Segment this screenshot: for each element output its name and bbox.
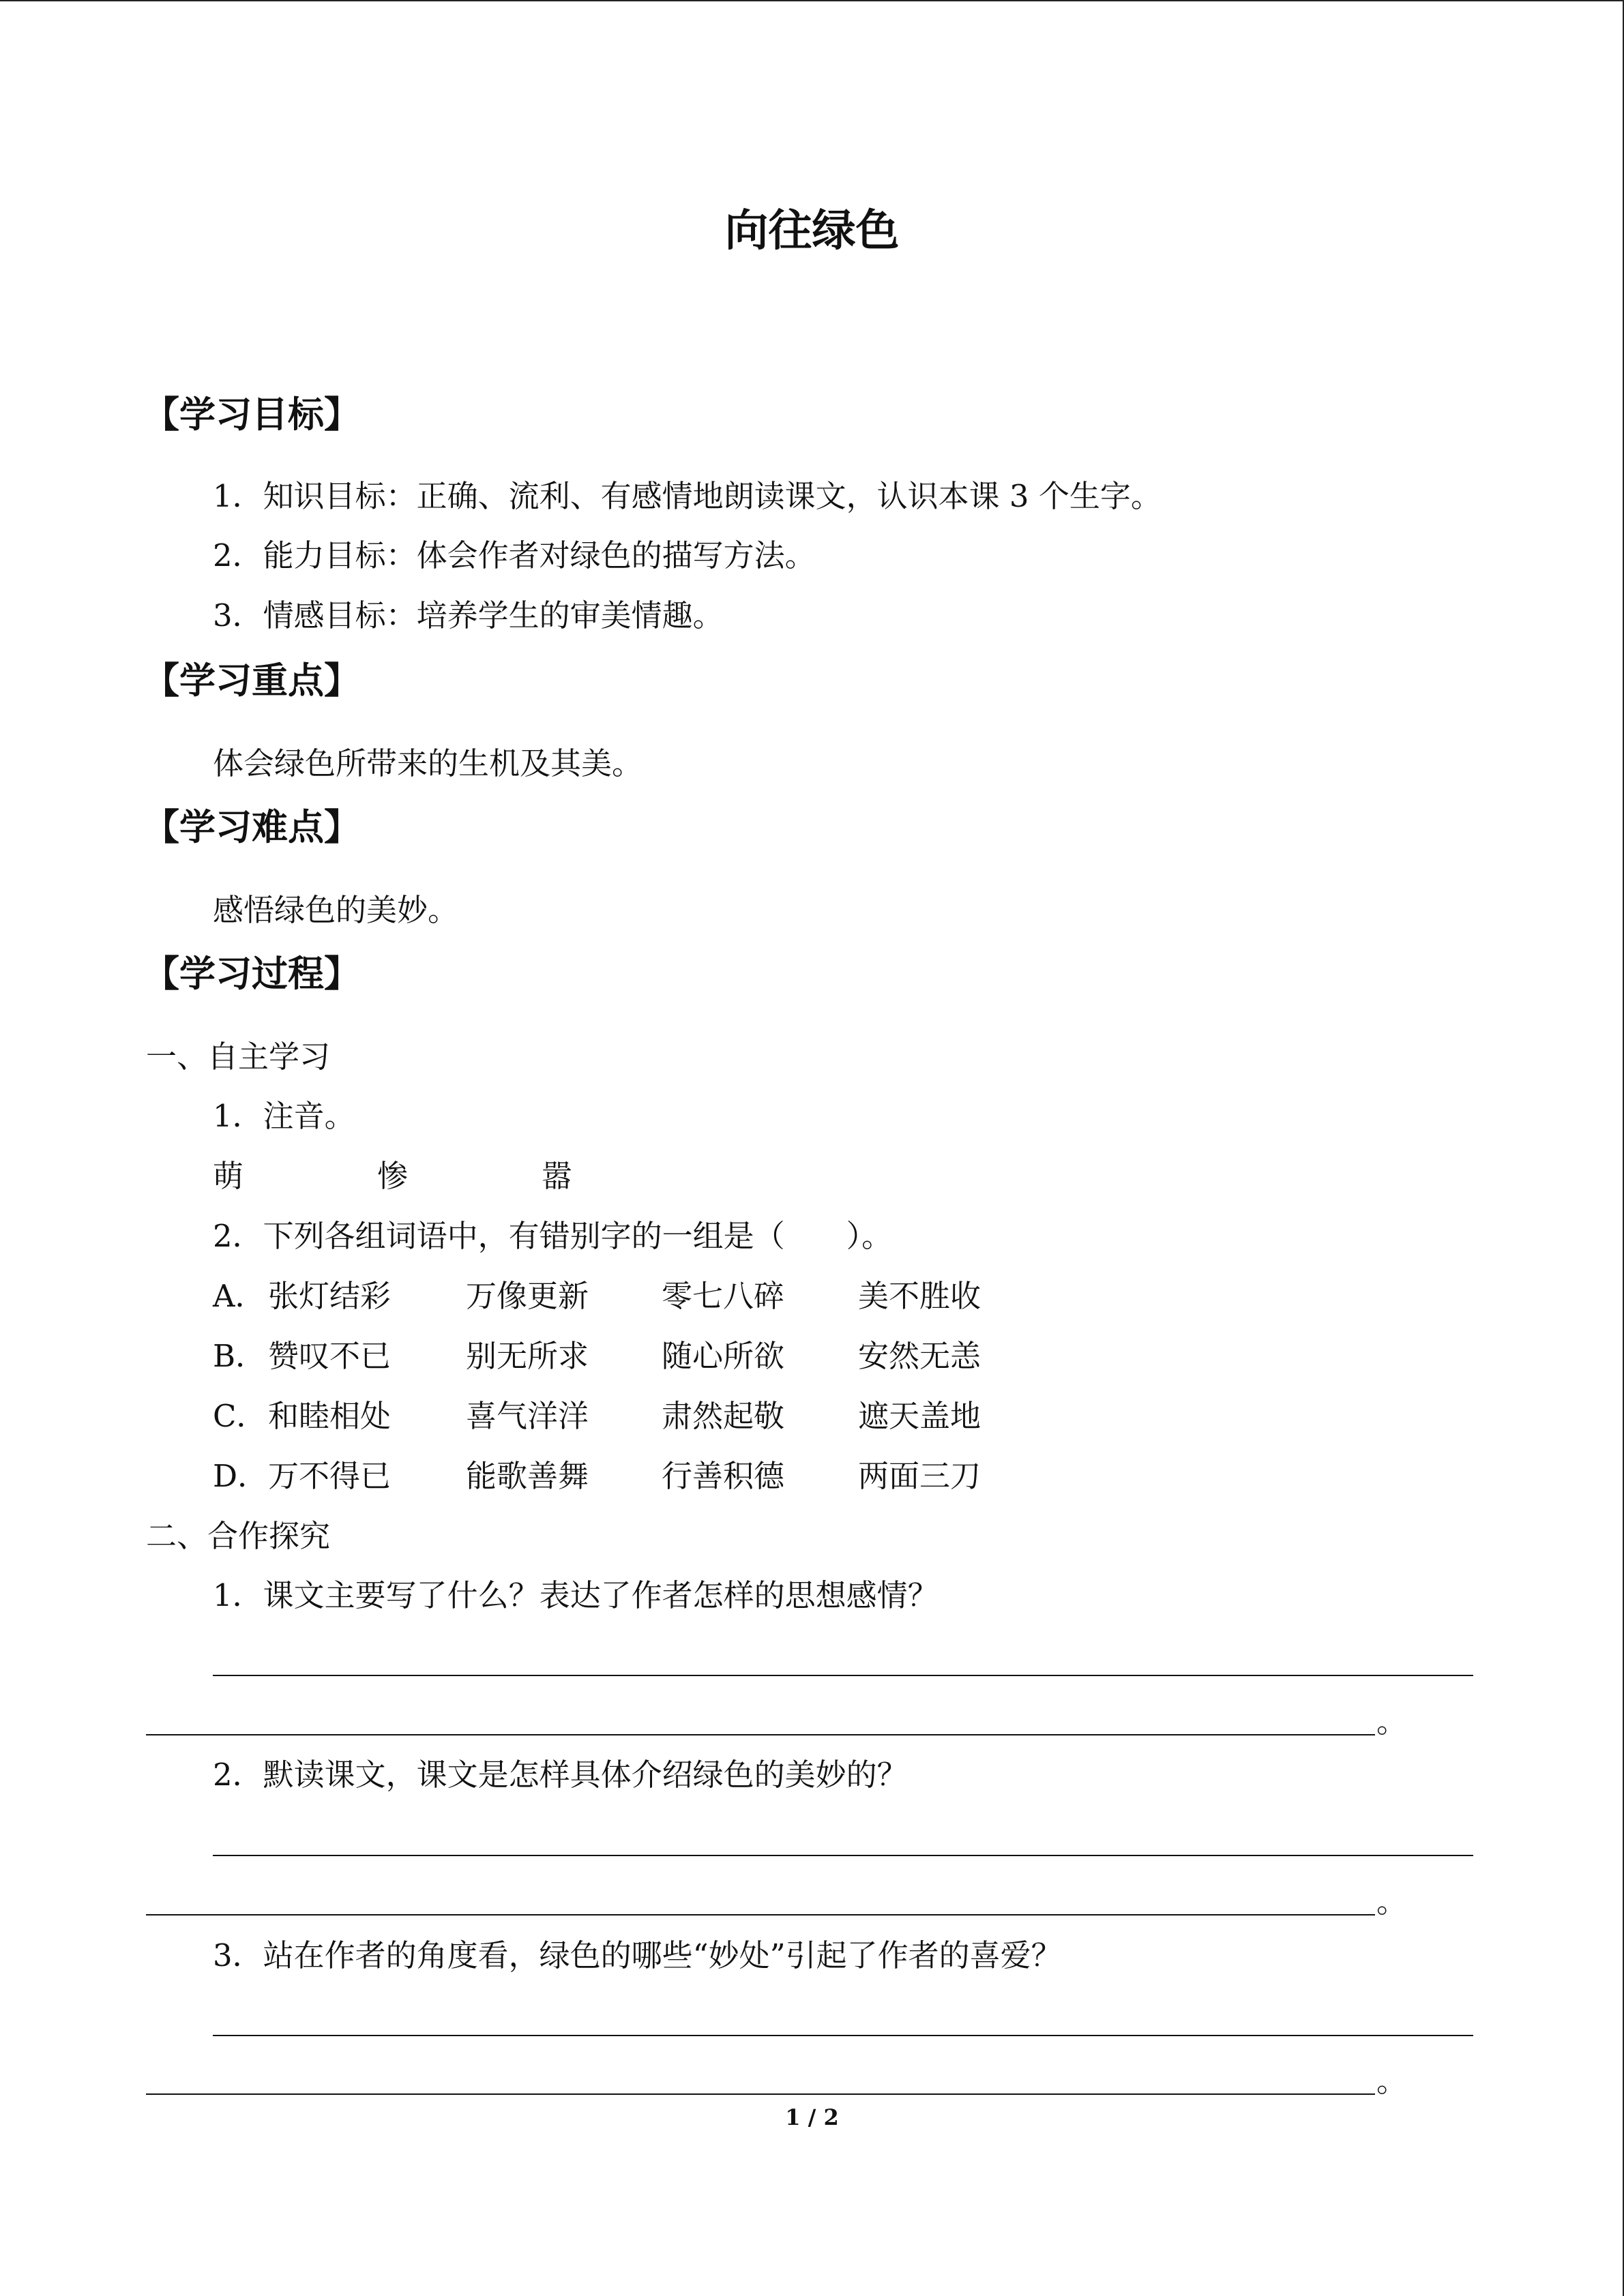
page-number: 1 / 2 (785, 2104, 839, 2130)
answer-line[interactable] (146, 1734, 1375, 1735)
option-label: A． (213, 1278, 266, 1314)
option-word: 肃然起敬 (662, 1398, 785, 1434)
document-title: 向往绿色 (724, 206, 900, 256)
option-word: 遮天盖地 (858, 1398, 981, 1434)
answer-end-mark: 。 (1376, 1883, 1408, 1920)
objectives-heading: 【学习目标】 (143, 394, 360, 436)
answer-end-mark: 。 (1376, 2063, 1408, 2099)
process-heading: 【学习过程】 (143, 953, 360, 995)
answer-line[interactable] (213, 1855, 1473, 1856)
objective-item: 3．情感目标：培养学生的审美情趣。 (213, 597, 724, 633)
answer-end-mark: 。 (1376, 1703, 1408, 1740)
question-wonders: 3．站在作者的角度看，绿色的哪些“妙处”引起了作者的喜爱？ (213, 1937, 1062, 1973)
option-word: 零七八碎 (662, 1278, 785, 1314)
option-word: 和睦相处 (268, 1398, 392, 1434)
pinyin-char: 萌 (213, 1158, 244, 1194)
option-word: 喜气洋洋 (466, 1398, 589, 1434)
part1-heading: 一、自主学习 (146, 1039, 331, 1075)
option-word: 行善积德 (662, 1458, 785, 1494)
option-label: B． (213, 1338, 267, 1374)
answer-line[interactable] (146, 2093, 1375, 2095)
difficulty-heading: 【学习难点】 (143, 807, 360, 848)
question-pinyin: 1．注音。 (213, 1098, 355, 1134)
objective-item: 1．知识目标：正确、流利、有感情地朗读课文，认识本课 3 个生字。 (213, 478, 1162, 514)
option-word: 随心所欲 (662, 1338, 785, 1374)
option-label: D． (213, 1458, 269, 1494)
difficulty-text: 感悟绿色的美妙。 (213, 892, 459, 928)
answer-line[interactable] (213, 1675, 1473, 1676)
question-typo: 2．下列各组词语中，有错别字的一组是（ ）。 (213, 1218, 893, 1254)
key-points-text: 体会绿色所带来的生机及其美。 (213, 745, 643, 781)
option-word: 张灯结彩 (268, 1278, 392, 1314)
objective-item: 2．能力目标：体会作者对绿色的描写方法。 (213, 537, 816, 573)
key-points-heading: 【学习重点】 (143, 660, 360, 702)
option-word: 万像更新 (466, 1278, 589, 1314)
pinyin-char: 惨 (377, 1158, 409, 1194)
option-word: 美不胜收 (858, 1278, 981, 1314)
option-word: 安然无恙 (858, 1338, 981, 1374)
option-word: 两面三刀 (858, 1458, 981, 1494)
option-word: 万不得已 (268, 1458, 392, 1494)
part2-heading: 二、合作探究 (146, 1518, 331, 1554)
answer-line[interactable] (213, 2035, 1473, 2036)
question-description: 2．默读课文，课文是怎样具体介绍绿色的美妙的？ (213, 1757, 908, 1793)
option-word: 能歌善舞 (466, 1458, 589, 1494)
option-label: C． (213, 1398, 267, 1434)
answer-line[interactable] (146, 1914, 1375, 1915)
option-word: 赞叹不已 (268, 1338, 392, 1374)
pinyin-char: 嚣 (542, 1158, 573, 1194)
option-word: 别无所求 (466, 1338, 589, 1374)
question-main-idea: 1．课文主要写了什么？表达了作者怎样的思想感情？ (213, 1577, 939, 1613)
